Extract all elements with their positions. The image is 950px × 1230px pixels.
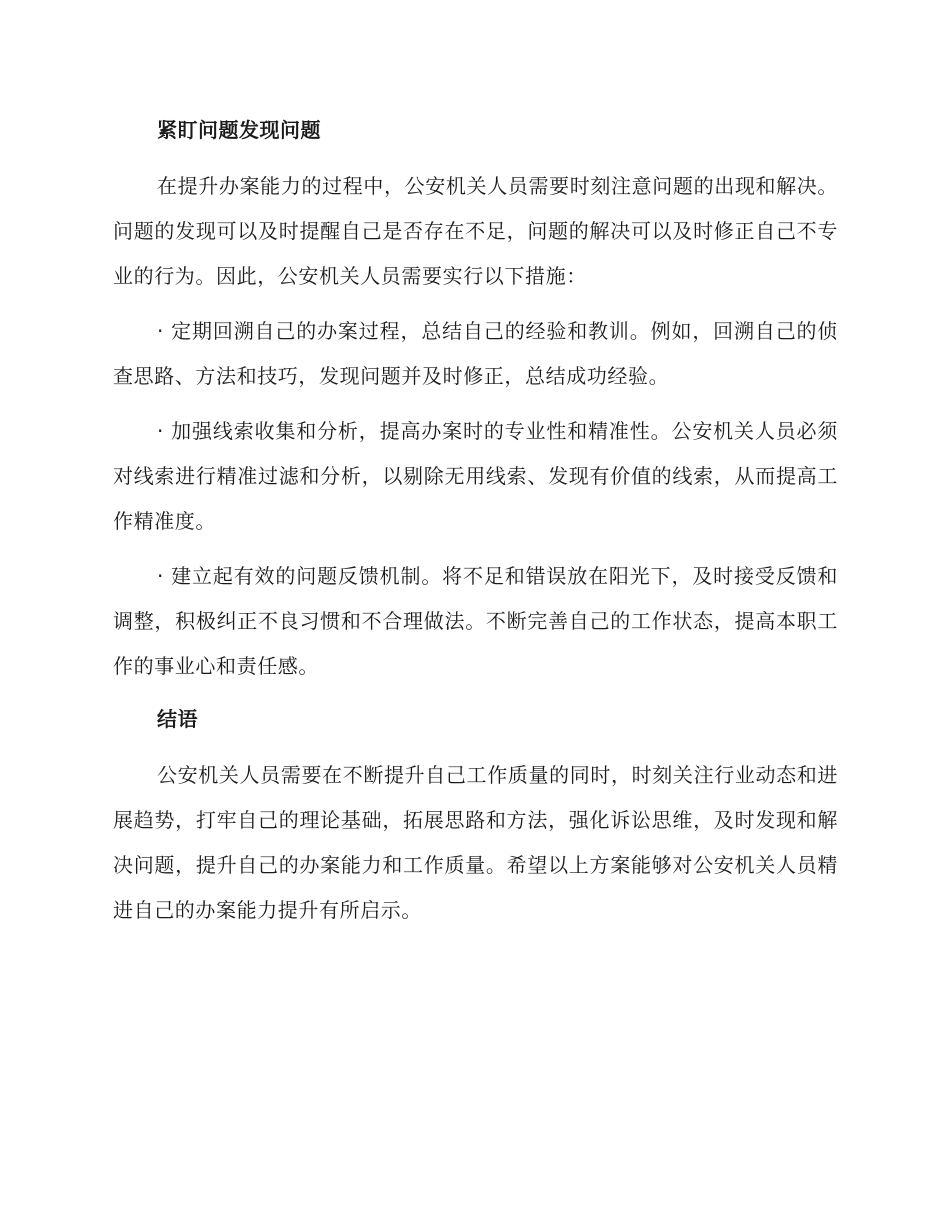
bullet-paragraph-clues: · 加强线索收集和分析，提高办案时的专业性和精准性。公安机关人员必须对线索进行精准过滤和分析，以剔除无用线索、发现有价值的线索，从而提高工作精准度。 <box>113 419 838 533</box>
bullet-paragraph-feedback: · 建立起有效的问题反馈机制。将不足和错误放在阳光下，及时接受反馈和调整，积极纠正不良习惯和不合理做法。不断完善自己的工作状态，提高本职工作的事业心和责任感。 <box>113 564 838 678</box>
intro-paragraph: 在提升办案能力的过程中，公安机关人员需要时刻注意问题的出现和解决。问题的发现可以及时提醒自己是否存在不足，问题的解决可以及时修正自己不专业的行为。因此，公安机关人员需要实行以下措施： <box>113 174 838 288</box>
section-heading-conclusion: 结语 <box>157 707 198 731</box>
bullet-paragraph-review: · 定期回溯自己的办案过程，总结自己的经验和教训。例如，回溯自己的侦查思路、方法和技巧，发现问题并及时修正，总结成功经验。 <box>113 319 838 388</box>
conclusion-paragraph: 公安机关人员需要在不断提升自己工作质量的同时，时刻关注行业动态和进展趋势，打牢自己的理论基础，拓展思路和方法，强化诉讼思维，及时发现和解决问题，提升自己的办案能力和工作质量。希望以上方案能够对公安机关人员精进自己的办案能力提升有所启示。 <box>113 763 838 922</box>
section-heading-problems: 紧盯问题发现问题 <box>157 118 321 142</box>
document-page <box>113 110 838 943</box>
